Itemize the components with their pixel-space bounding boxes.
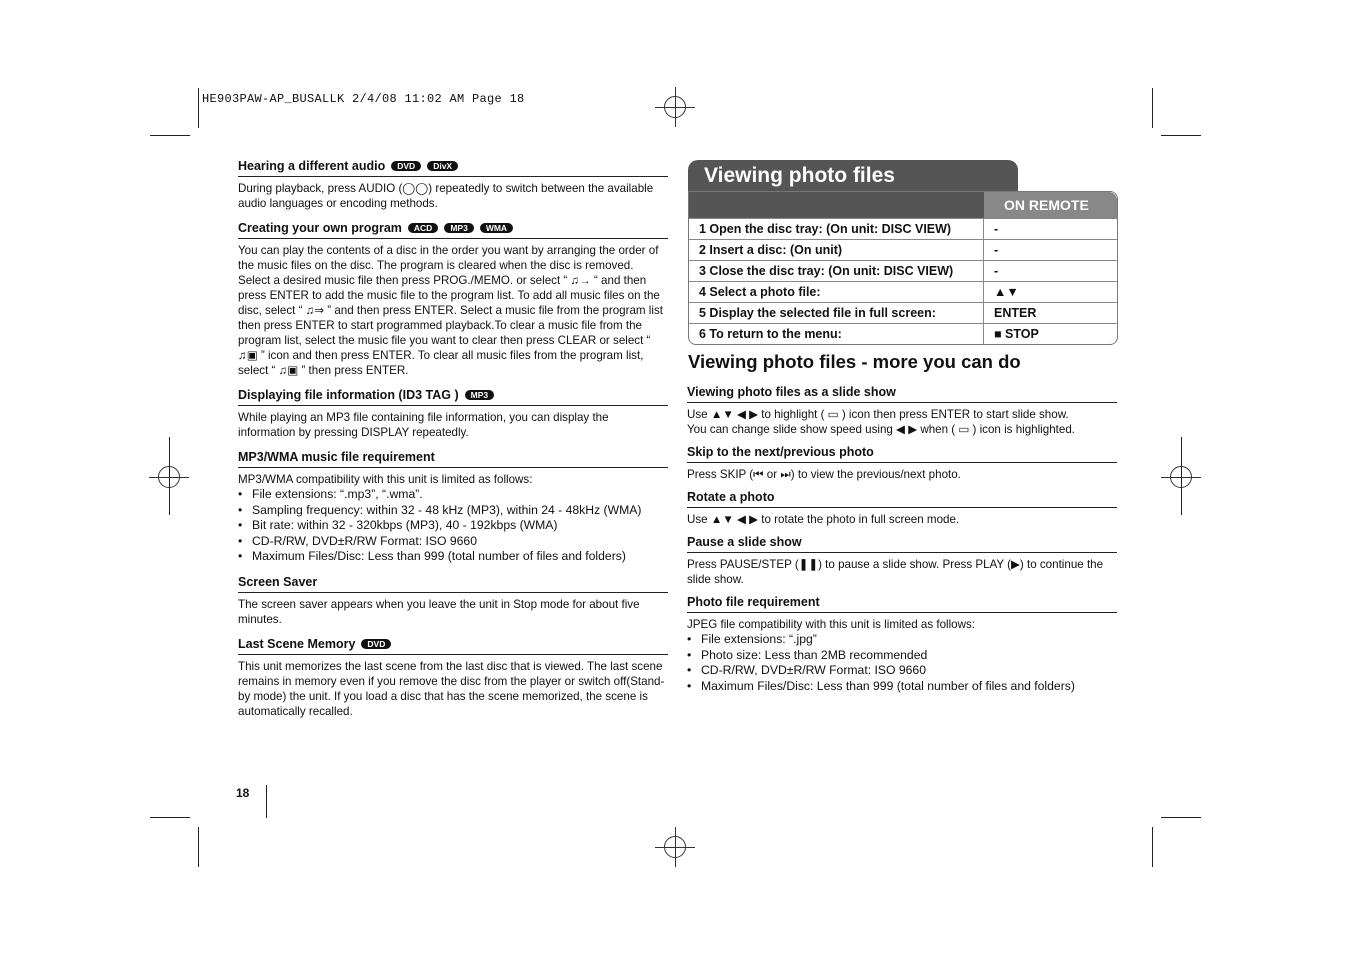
section-intro: MP3/WMA compatibility with this unit is limited as follows: <box>238 473 533 486</box>
on-remote-header: ON REMOTE <box>984 192 1117 218</box>
section-title: Photo file requirement <box>687 595 820 609</box>
list-item: • File extensions: “.jpg” <box>687 632 1117 648</box>
crop-mark <box>198 88 199 128</box>
print-slug: HE903PAW-AP_BUSALLK 2/4/08 11:02 AM Page 18 <box>202 92 525 106</box>
section-body: Press PAUSE/STEP (❚❚) to pause a slide show. Press PLAY (▶) to continue the slide show. <box>687 558 1104 586</box>
section-title: Last Scene Memory <box>238 636 356 651</box>
step-cell: 2 Insert a disc: (On unit) <box>689 240 984 260</box>
wma-badge: WMA <box>480 223 513 233</box>
section-title: Creating your own program <box>238 221 402 235</box>
section-title: Displaying file information (ID3 TAG ) <box>238 388 459 402</box>
step-cell: 6 To return to the menu: <box>689 324 984 344</box>
section-title: Skip to the next/previous photo <box>687 445 874 459</box>
mp3-badge: MP3 <box>465 390 494 400</box>
mp3-badge: MP3 <box>444 223 473 233</box>
remote-cell: ■ STOP <box>994 327 1039 341</box>
section-hearing-audio <box>238 159 668 211</box>
section-last-scene <box>238 637 668 719</box>
crop-mark <box>1152 827 1153 867</box>
table-header <box>689 192 1117 218</box>
remote-cell: - <box>994 222 999 236</box>
crop-mark <box>1181 437 1182 515</box>
crop-mark <box>1161 817 1201 818</box>
step-cell: 1 Open the disc tray: (On unit: DISC VIEW) <box>689 219 984 239</box>
list-item: • CD-R/RW, DVD±R/RW Format: ISO 9660 <box>687 663 1117 679</box>
list-item: • Bit rate: within 32 - 320kbps (MP3), 40 - 192kbps (WMA) <box>238 518 668 534</box>
list-item: • File extensions: “.mp3”, “.wma”. <box>238 487 668 503</box>
section-screen-saver <box>238 575 668 627</box>
section-photo-requirement <box>687 595 1117 694</box>
table-row <box>689 260 1117 281</box>
requirement-list <box>238 487 668 565</box>
section-body: You can play the contents of a disc in the order you want by arranging the order of the music files on the disc. The program is cleared when the disc is removed. Select a desired music file then press PROG./MEMO. or select “ ♫→ “ and then press ENTER to add the music file to the program list. To add all music files on the disc, select “ ♫⇒ ” and then press ENTER. Select a music file from the program list then press ENTER to start programmed playback.To clear a music file from the program list, select the music file you want to clear then press CLEAR or select “ ♫▣ ” icon and then press ENTER. To clear all music files from the program list, select “ ♫▣ ” then press ENTER. <box>238 244 663 377</box>
crop-mark <box>150 817 190 818</box>
crop-mark <box>1152 88 1153 128</box>
divx-badge: DivX <box>427 161 458 171</box>
list-item: • Sampling frequency: within 32 - 48 kHz (MP3), within 24 - 48kHz (WMA) <box>238 503 668 519</box>
table-row <box>689 218 1117 239</box>
section-program <box>238 221 668 378</box>
page-title: Viewing photo files <box>688 160 1018 192</box>
section-mp3-requirement <box>238 450 668 565</box>
step-cell: 5 Display the selected file in full screen: <box>689 303 984 323</box>
list-item: • Maximum Files/Disc: Less than 999 (total number of files and folders) <box>687 679 1117 695</box>
list-item: • CD-R/RW, DVD±R/RW Format: ISO 9660 <box>238 534 668 550</box>
section-title: Screen Saver <box>238 574 318 589</box>
section-body: This unit memorizes the last scene from the last disc that is viewed. The last scene remains in memory even if you remove the disc from the player or switch off(Stand-by mode) the unit. If you load a disc that has the scene memorized, the scene is automatically recalled. <box>238 659 665 718</box>
remote-cell: ENTER <box>994 306 1037 320</box>
dvd-badge: DVD <box>361 639 391 649</box>
section-title: Viewing photo files as a slide show <box>687 385 896 399</box>
remote-steps-table <box>688 191 1118 345</box>
section-title: Hearing a different audio <box>238 159 386 173</box>
right-column <box>687 385 1117 694</box>
section-body-line: Use ▲▼ ◀ ▶ to highlight ( ▭ ) icon then press ENTER to start slide show. <box>687 408 1069 421</box>
section-body: Press SKIP (⏮ or ⏭) to view the previous/next photo. <box>687 468 961 481</box>
list-item: • Maximum Files/Disc: Less than 999 (total number of files and folders) <box>238 549 668 565</box>
acd-badge: ACD <box>408 223 438 233</box>
crop-mark <box>198 827 199 867</box>
section-title: Rotate a photo <box>687 490 775 504</box>
section-intro: JPEG file compatibility with this unit is limited as follows: <box>687 618 976 631</box>
page-number-rule <box>266 785 267 818</box>
remote-cell: ▲▼ <box>994 285 1019 299</box>
left-column <box>238 159 668 719</box>
remote-cell: - <box>994 243 999 257</box>
section-body: While playing an MP3 file containing file information, you can display the information by pressing DISPLAY repeatedly. <box>238 411 609 439</box>
list-item: • Photo size: Less than 2MB recommended <box>687 648 1117 664</box>
requirement-list <box>687 632 1117 694</box>
table-row <box>689 302 1117 323</box>
section-body: During playback, press AUDIO (◯◯) repeatedly to switch between the available audio languages or encoding methods. <box>238 182 654 210</box>
step-cell: 3 Close the disc tray: (On unit: DISC VIEW) <box>689 261 984 281</box>
section-file-info <box>238 388 668 440</box>
dvd-badge: DVD <box>391 161 421 171</box>
section-body-line: You can change slide show speed using ◀ ▶ when ( ▭ ) icon is highlighted. <box>687 423 1075 436</box>
section-body: The screen saver appears when you leave the unit in Stop mode for about five minutes. <box>238 597 640 626</box>
crop-mark <box>169 437 170 515</box>
crop-mark <box>150 135 190 136</box>
table-row <box>689 323 1117 344</box>
registration-mark <box>655 87 695 127</box>
remote-cell: - <box>994 264 999 278</box>
table-row <box>689 239 1117 260</box>
section-skip <box>687 445 1117 482</box>
section-rotate <box>687 490 1117 527</box>
more-heading: Viewing photo files - more you can do <box>688 351 1021 372</box>
step-cell: 4 Select a photo file: <box>689 282 984 302</box>
registration-mark <box>655 827 695 867</box>
page-number: 18 <box>236 786 250 800</box>
section-title: Pause a slide show <box>687 535 802 549</box>
section-slide-show <box>687 385 1117 437</box>
section-pause <box>687 535 1117 587</box>
section-title: MP3/WMA music file requirement <box>238 450 435 464</box>
crop-mark <box>1161 135 1201 136</box>
section-body: Use ▲▼ ◀ ▶ to rotate the photo in full screen mode. <box>687 513 960 526</box>
table-row <box>689 281 1117 302</box>
